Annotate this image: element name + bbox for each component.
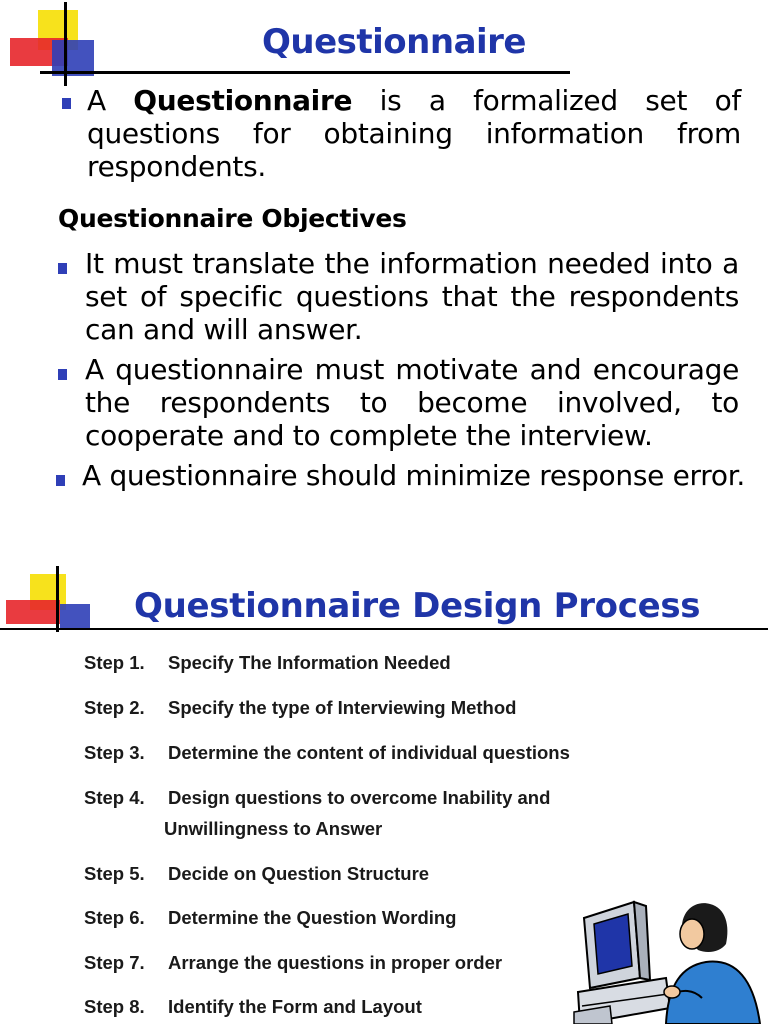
step-text: Specify the type of Interviewing Method xyxy=(168,697,517,718)
step-text: Decide on Question Structure xyxy=(168,863,430,884)
process-step xyxy=(84,782,644,844)
bullet-icon xyxy=(58,263,67,274)
definition-term: Questionnaire xyxy=(133,84,353,117)
bullet-icon xyxy=(56,475,65,486)
step-text: Identify the Form and Layout xyxy=(168,996,422,1017)
process-step xyxy=(84,947,644,978)
process-step xyxy=(84,692,644,723)
step-text: Arrange the questions in proper order xyxy=(168,952,503,973)
slide-logo-bottom xyxy=(0,560,100,632)
process-step xyxy=(84,991,644,1022)
step-number: Step 3. xyxy=(84,742,145,763)
definition-prefix: A xyxy=(87,84,134,117)
step-text: Design questions to overcome Inability and xyxy=(168,787,551,808)
step-number: Step 2. xyxy=(84,697,145,718)
objective-item: It must translate the information needed into a set of specific questions that the respondents can and will answer. xyxy=(85,247,739,346)
title-underline xyxy=(0,628,768,630)
step-number: Step 4. xyxy=(84,787,145,808)
objectives-heading: Questionnaire Objectives xyxy=(58,204,407,233)
objective-item: A questionnaire must motivate and encourage the respondents to become involved, to cooperate and to complete the interview. xyxy=(85,353,739,452)
step-text: Specify The Information Needed xyxy=(168,652,451,673)
step-number: Step 7. xyxy=(84,952,145,973)
step-text: Determine the Question Wording xyxy=(168,907,457,928)
title-underline xyxy=(40,71,570,74)
step-text-continued: Unwillingness to Answer xyxy=(164,818,383,839)
definition-text: is a formalized set of questions for obtaining information from respondents. xyxy=(87,84,741,183)
slide-title: Questionnaire Design Process xyxy=(134,586,701,626)
process-step xyxy=(84,737,644,768)
step-number: Step 8. xyxy=(84,996,145,1017)
slide-title: Questionnaire xyxy=(261,22,526,62)
step-text: Determine the content of individual questions xyxy=(168,742,570,763)
process-step xyxy=(84,902,644,933)
bullet-icon xyxy=(62,98,71,109)
definition-paragraph xyxy=(87,84,741,183)
objective-item: A questionnaire should minimize response error. xyxy=(82,459,745,492)
step-number: Step 1. xyxy=(84,652,145,673)
process-step xyxy=(84,647,644,678)
step-number: Step 5. xyxy=(84,863,145,884)
step-number: Step 6. xyxy=(84,907,145,928)
bullet-icon xyxy=(58,369,67,380)
process-step xyxy=(84,858,644,889)
person-at-computer-clipart xyxy=(570,892,768,1024)
